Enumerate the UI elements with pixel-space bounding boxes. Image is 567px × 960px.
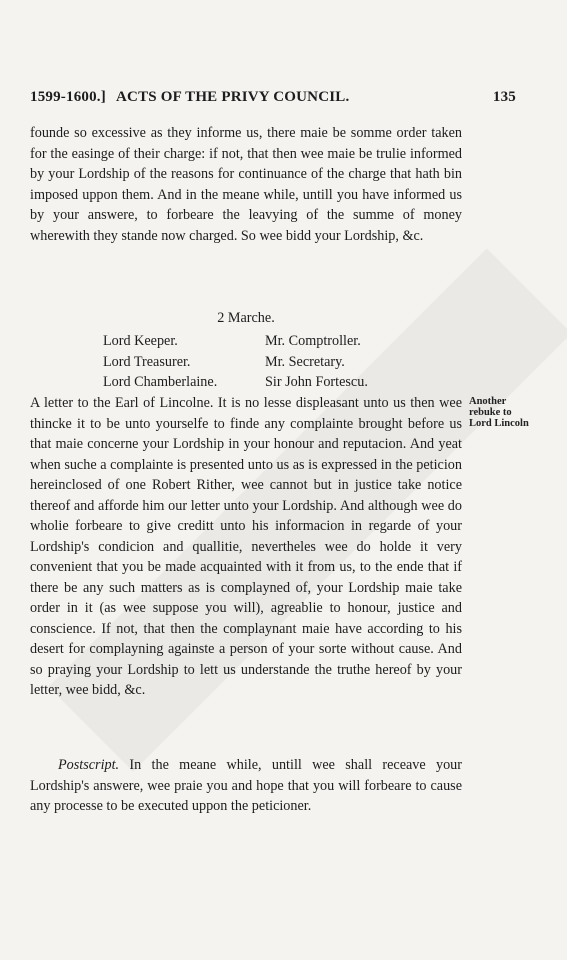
- letter-body: [30, 393, 462, 701]
- attendee: Mr. Comptroller.: [265, 333, 361, 349]
- attendee: Mr. Secretary.: [265, 353, 345, 370]
- header-title: ACTS OF THE PRIVY COUNCIL.: [116, 89, 350, 105]
- postscript-text: In the meane while, untill wee shall receave your Lordship's answere, wee praie you and hope that you will forbeare to cause any processe to be executed uppon the peticioner.: [30, 757, 463, 814]
- attendee-row: [103, 352, 368, 373]
- attendee: Lord Keeper.: [103, 333, 178, 349]
- postscript-label: Postscript.: [58, 757, 120, 773]
- running-header: [30, 89, 516, 111]
- attendee: Sir John Fortescu.: [265, 374, 368, 390]
- paragraph-2: A letter to the Earl of Lincolne. It is no lesse displeasant unto us then wee thincke it to be unto yourselfe to finde any complainte brought before us that maie concerne your Lordship in your honour and reputacion. And yeat when suche a complainte is presented unto us as is expressed in the peticion hereinclosed of one Robert Rither, wee cannot but in justice take notice thereof and afforde him our letter unto your Lordship. And although wee do wholie forbeare to give creditt unto his informacion in regarde of your Lordship's condicion and quallitie, nevertheles wee do holde it very convenient that you be made acquainted with it from us, to the ende that if there be any such matters as is complayned of, your Lordship maie take order in it (as wee suppose you will), agreablie to honour, justice and conscience. If not, that then the complaynant maie have according to his desert for complayning againste a person of your sorte without cause. And so praying your Lordship to lett us understande the truthe hereof by your letter, wee bidd, &c.: [30, 395, 462, 698]
- margin-note: [469, 396, 529, 429]
- margin-note-line: Another: [469, 396, 507, 407]
- attendee-row: [103, 331, 368, 352]
- attendee: Lord Chamberlaine.: [103, 374, 218, 390]
- header-years: 1599-1600.]: [30, 89, 106, 105]
- attendee: Lord Treasurer.: [103, 353, 191, 370]
- attendee-row: [103, 372, 368, 393]
- margin-note-line: rebuke to: [469, 407, 512, 418]
- paragraph-1: founde so excessive as they informe us, there maie be somme order taken for the easinge of their charge: if not, that then wee maie be trulie informed by your Lordship of the reasons for continuance of the charge that hath bin imposed uppon them. And in the meane while, untill you have informed us by your answere, to forbeare the leavying of the summe of money wherewith they stande now charged. So wee bidd your Lordship, &c.: [30, 125, 462, 244]
- attendee-list: [103, 331, 368, 393]
- page-number: 135: [492, 89, 516, 105]
- postscript-paragraph: [30, 755, 462, 817]
- paragraph-continuation: [30, 123, 462, 246]
- postscript: [30, 755, 462, 817]
- margin-note-line: Lord Lincoln: [469, 418, 529, 429]
- meeting-date: 2 Marche.: [217, 310, 275, 326]
